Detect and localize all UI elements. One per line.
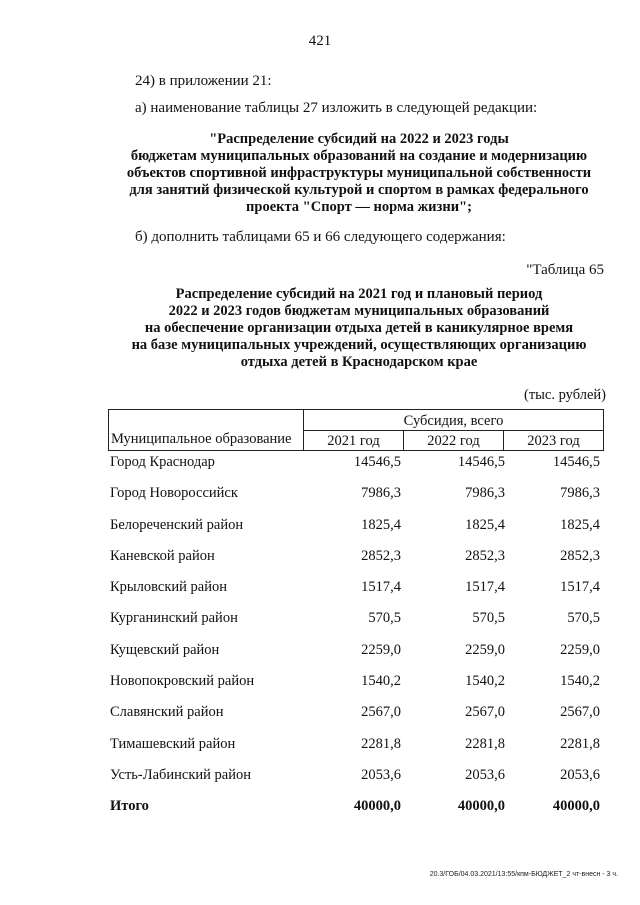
table-title-line: на базе муниципальных учреждений, осуществляющих организацию <box>131 337 587 353</box>
paragraph-item-b: б) дополнить таблицами 65 и 66 следующего содержания: <box>135 229 506 245</box>
value-2023: 2259,0 <box>560 641 600 658</box>
table-row <box>108 673 608 704</box>
municipality-name: Тимашевский район <box>110 735 236 752</box>
value-2021: 1540,2 <box>361 673 401 690</box>
header-year-2021: 2021 год <box>304 431 404 451</box>
table-title-line: Распределение субсидий на 2021 год и плановый период <box>175 286 543 302</box>
municipality-name: Город Краснодар <box>110 454 215 470</box>
value-2022: 14546,5 <box>457 454 505 470</box>
value-2022: 2567,0 <box>465 704 505 721</box>
subsidy-table-header <box>108 409 604 451</box>
document-footer-code: 20.3/ГОБ/04.03.2021/13:55/кпм-БЮДЖЕТ_2 чт-внесн - 3 ч. <box>429 871 618 878</box>
value-2021: 2053,6 <box>361 766 401 783</box>
table-row <box>108 610 608 641</box>
quoted-title-line: проекта "Спорт — норма жизни"; <box>246 199 472 215</box>
table-title <box>100 286 618 371</box>
table-title-line: 2022 и 2023 годов бюджетам муниципальных образований <box>168 303 550 319</box>
table-title-line: на обеспечение организации отдыха детей в каникулярное время <box>144 320 574 336</box>
value-2022: 2259,0 <box>465 641 505 658</box>
table-row <box>108 454 608 485</box>
value-2021: 2281,8 <box>361 735 401 752</box>
value-2023: 7986,3 <box>560 485 600 502</box>
value-2023: 2567,0 <box>560 704 600 721</box>
value-2022: 1517,4 <box>465 579 505 596</box>
units-label: (тыс. рублей) <box>524 387 606 403</box>
municipality-name: Усть-Лабинский район <box>110 766 251 783</box>
value-2022: 2053,6 <box>465 766 505 783</box>
quoted-title-line: объектов спортивной инфраструктуры муниципальной собственности <box>126 165 592 181</box>
municipality-name: Славянский район <box>110 704 224 721</box>
value-2022: 1540,2 <box>465 673 505 690</box>
municipality-name: Новопокровский район <box>110 673 255 690</box>
header-municipality: Муниципальное образование <box>109 410 304 451</box>
value-2023: 1517,4 <box>560 579 600 596</box>
value-2022: 570,5 <box>472 610 505 627</box>
table-row <box>108 517 608 548</box>
total-label: Итого <box>110 798 149 815</box>
value-2021: 7986,3 <box>361 485 401 502</box>
value-2023: 1540,2 <box>560 673 600 690</box>
value-2023: 14546,5 <box>552 454 600 470</box>
municipality-name: Кущевский район <box>110 641 220 658</box>
total-2022: 40000,0 <box>457 798 505 815</box>
table-row <box>108 548 608 579</box>
municipality-name: Курганинский район <box>110 610 238 627</box>
value-2021: 2567,0 <box>361 704 401 721</box>
table-row <box>108 485 608 516</box>
quoted-table-title <box>100 131 618 216</box>
table-row <box>108 642 608 673</box>
value-2021: 14546,5 <box>353 454 401 470</box>
total-2021: 40000,0 <box>353 798 401 815</box>
value-2022: 2281,8 <box>465 735 505 752</box>
header-year-2023: 2023 год <box>504 431 604 451</box>
table-row <box>108 704 608 735</box>
value-2022: 2852,3 <box>465 547 505 564</box>
value-2021: 2259,0 <box>361 641 401 658</box>
total-2023: 40000,0 <box>552 798 600 815</box>
quoted-title-line: бюджетам муниципальных образований на создание и модернизацию <box>130 148 588 164</box>
page-number: 421 <box>308 33 332 49</box>
header-year-2022: 2022 год <box>404 431 504 451</box>
value-2021: 1517,4 <box>361 579 401 596</box>
value-2023: 2281,8 <box>560 735 600 752</box>
municipality-name: Белореченский район <box>110 516 244 533</box>
municipality-name: Город Новороссийск <box>110 485 238 502</box>
value-2023: 2053,6 <box>560 766 600 783</box>
table-label: "Таблица 65 <box>526 262 604 278</box>
table-row <box>108 736 608 767</box>
quoted-title-line: "Распределение субсидий на 2022 и 2023 годы <box>209 131 509 147</box>
quoted-title-line: для занятий физической культурой и спортом в рамках федерального <box>129 182 589 198</box>
table-title-line: отдыха детей в Краснодарском крае <box>240 354 478 370</box>
table-row <box>108 767 608 798</box>
value-2023: 570,5 <box>567 610 600 627</box>
value-2023: 1825,4 <box>560 516 600 533</box>
paragraph-item-24: 24) в приложении 21: <box>135 73 272 89</box>
municipality-name: Каневской район <box>110 547 215 564</box>
subsidy-table-body <box>108 454 608 830</box>
value-2021: 2852,3 <box>361 547 401 564</box>
paragraph-item-a: а) наименование таблицы 27 изложить в следующей редакции: <box>135 100 538 116</box>
header-subsidy-total: Субсидия, всего <box>304 410 604 431</box>
table-row <box>108 579 608 610</box>
value-2023: 2852,3 <box>560 547 600 564</box>
value-2021: 570,5 <box>368 610 401 627</box>
value-2022: 1825,4 <box>465 516 505 533</box>
value-2021: 1825,4 <box>361 516 401 533</box>
table-total-row <box>108 798 608 829</box>
value-2022: 7986,3 <box>465 485 505 502</box>
municipality-name: Крыловский район <box>110 579 227 596</box>
